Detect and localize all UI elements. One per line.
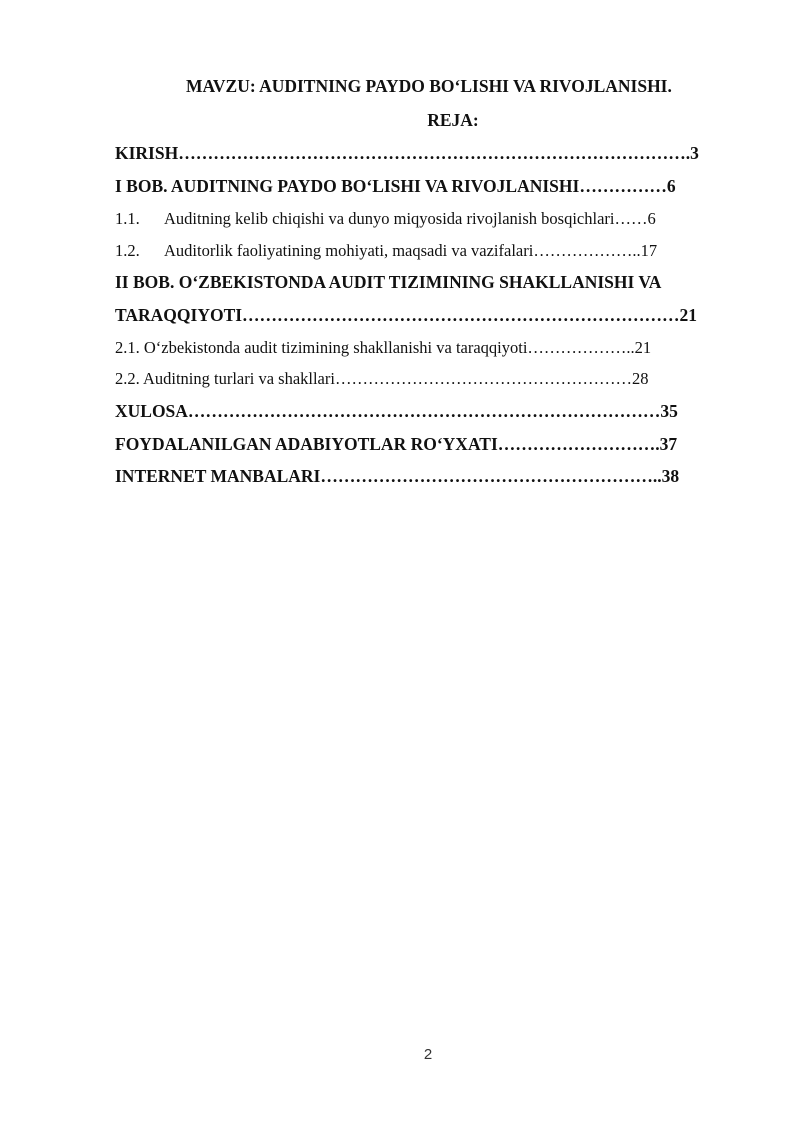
toc-section-title: Auditning kelib chiqishi va dunyo miqyosida rivojlanish bosqichlari……6 bbox=[164, 209, 656, 228]
toc-section-number: 1.1. bbox=[115, 209, 140, 228]
toc-entry-xulosa: XULOSA………………………………………………………………………35 bbox=[115, 401, 678, 421]
toc-entry-internet-sources: INTERNET MANBALARI…………………………………………………..38 bbox=[115, 466, 680, 486]
toc-section-number: 1.2. bbox=[115, 241, 140, 260]
toc-entry-section-1-1 bbox=[115, 209, 725, 229]
toc-section-title: Auditorlik faoliyatining mohiyati, maqsadi va vazifalari………………..17 bbox=[164, 241, 658, 260]
page-number: 2 bbox=[423, 1046, 433, 1063]
toc-entry-section-2-1: 2.1. O‘zbekistonda audit tizimining shakllanishi va taraqqiyoti………………..21 bbox=[115, 338, 652, 357]
toc-entry-chapter-2: II BOB. O‘ZBEKISTONDA AUDIT TIZIMINING SHAKLLANISHI VA bbox=[115, 272, 662, 292]
toc-entry-section-2-2: 2.2. Auditning turlari va shakllari………………………………………………28 bbox=[115, 369, 649, 388]
toc-entry-section-1-2 bbox=[115, 241, 725, 261]
toc-entry-chapter-2-cont: TARAQQIYOTI…………………………………………………………………21 bbox=[115, 305, 698, 325]
toc-entry-kirish: KIRISH…………………………………………………………………………….3 bbox=[115, 143, 699, 163]
document-title: MAVZU: AUDITNING PAYDO BO‘LISHI VA RIVOJLANISHI. bbox=[186, 76, 672, 96]
toc-entry-chapter-1: I BOB. AUDITNING PAYDO BO‘LISHI VA RIVOJLANISHI……………6 bbox=[115, 176, 676, 196]
plan-heading: REJA: bbox=[427, 110, 479, 130]
toc-entry-references: FOYDALANILGAN ADABIYOTLAR RO‘YXATI……………………….37 bbox=[115, 434, 678, 454]
